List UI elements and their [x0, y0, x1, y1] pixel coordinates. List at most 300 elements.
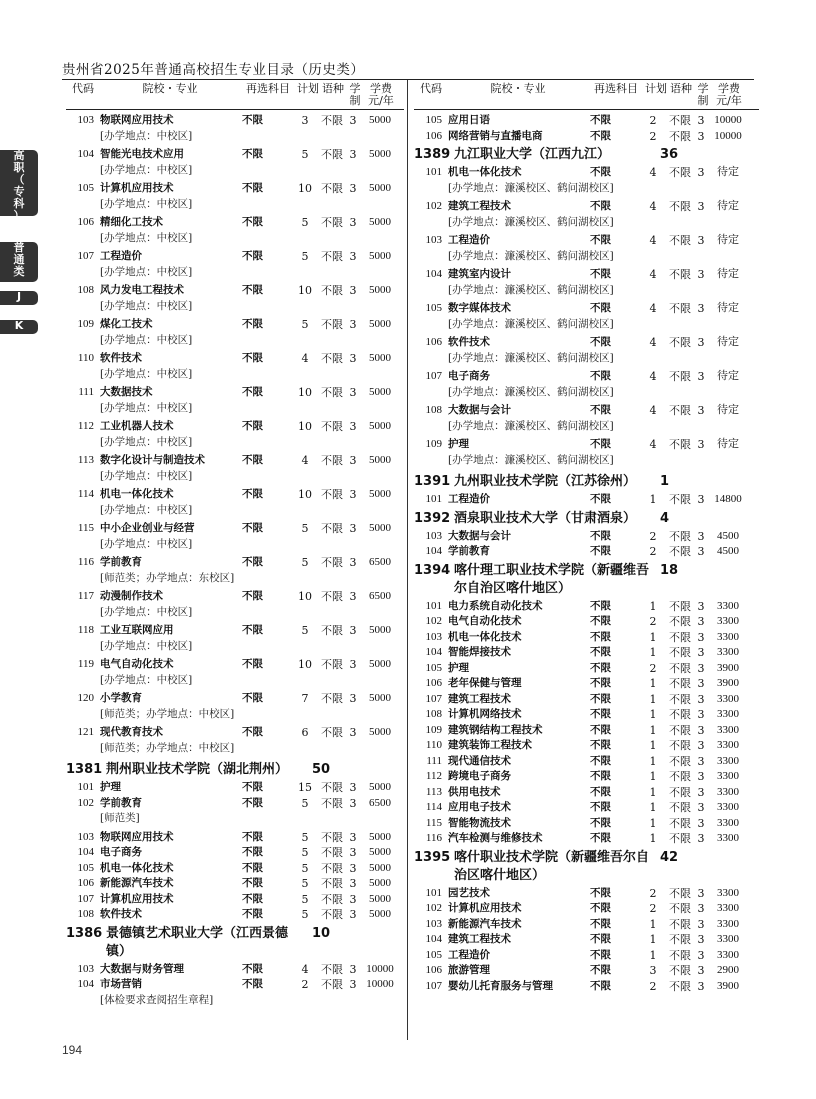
major-system-years: 3	[697, 902, 705, 915]
major-system-years: 3	[697, 646, 705, 659]
major-plan: 1	[649, 599, 657, 613]
major-plan: 4	[301, 962, 309, 976]
major-name: 智能光电技术应用	[100, 148, 184, 160]
major-system-years: 3	[697, 336, 705, 349]
major-plan: 10	[298, 182, 312, 195]
major-subject: 不限	[242, 908, 263, 920]
major-name: 网络营销与直播电商	[448, 129, 543, 142]
major-subject: 不限	[590, 529, 611, 542]
major-row	[66, 215, 404, 231]
major-code: 113	[77, 454, 94, 466]
school-total-plan: 18	[660, 562, 679, 578]
header-code: 代码	[72, 82, 94, 95]
major-language: 不限	[669, 948, 691, 962]
major-name: 旅游管理	[448, 964, 490, 976]
major-language: 不限	[321, 556, 343, 569]
major-language: 不限	[669, 438, 691, 451]
major-language: 不限	[669, 677, 691, 690]
major-code: 101	[77, 781, 94, 793]
major-system-years: 3	[697, 754, 705, 768]
major-code: 112	[77, 420, 94, 432]
major-row	[414, 901, 759, 917]
major-note: [办学地点：中校区]	[100, 605, 193, 618]
major-code: 102	[425, 200, 442, 212]
major-subject: 不限	[590, 754, 611, 767]
major-name: 电气自动化技术	[100, 658, 174, 670]
major-subject: 不限	[590, 708, 611, 720]
major-note: [办学地点：濂溪校区、鹤问湖校区]	[448, 283, 614, 296]
major-system-years: 3	[349, 556, 357, 569]
major-plan: 2	[301, 978, 309, 991]
major-code: 108	[425, 708, 442, 720]
major-name: 精细化工技术	[100, 216, 163, 228]
major-row	[66, 249, 404, 265]
major-system-years: 3	[349, 114, 357, 127]
major-system-years: 3	[697, 964, 705, 977]
header-fee: 学费 元/年	[368, 82, 394, 107]
major-code: 113	[425, 785, 442, 798]
major-fee: 14800	[714, 493, 742, 505]
major-language: 不限	[669, 370, 691, 383]
major-subject: 不限	[242, 114, 263, 126]
major-subject: 不限	[590, 166, 611, 178]
major-plan: 5	[301, 877, 309, 890]
major-subject: 不限	[242, 182, 263, 194]
school-total-plan: 42	[660, 849, 679, 865]
major-language: 不限	[669, 336, 691, 349]
major-code: 116	[77, 556, 94, 568]
major-fee: 5000	[369, 148, 391, 160]
school-row	[414, 146, 759, 164]
major-language: 不限	[321, 861, 343, 875]
major-row	[414, 707, 759, 723]
major-language: 不限	[321, 658, 343, 671]
major-code: 115	[425, 816, 442, 829]
major-name: 计算机网络技术	[448, 708, 522, 720]
major-language: 不限	[669, 917, 691, 931]
major-note: [办学地点：濂溪校区、鹤问湖校区]	[448, 385, 614, 398]
major-fee: 5000	[369, 877, 391, 889]
major-subject: 不限	[590, 948, 611, 961]
school-code: 1392	[414, 510, 451, 526]
header-subject: 再选科目	[594, 82, 638, 95]
major-language: 不限	[669, 708, 691, 721]
major-language: 不限	[321, 726, 343, 739]
major-subject: 不限	[590, 964, 611, 976]
major-subject: 不限	[590, 493, 611, 505]
major-system-years: 3	[697, 166, 705, 179]
major-language: 不限	[321, 908, 343, 921]
major-note: [办学地点：中校区]	[100, 503, 193, 516]
major-language: 不限	[669, 615, 691, 628]
major-plan: 6	[301, 726, 309, 739]
major-code: 117	[77, 590, 94, 602]
school-row	[414, 510, 759, 528]
major-system-years: 3	[349, 284, 357, 297]
major-subject: 不限	[590, 438, 611, 450]
major-code: 107	[77, 892, 94, 905]
school-total-plan: 4	[660, 510, 670, 526]
major-system-years: 3	[697, 816, 705, 830]
major-plan: 4	[649, 234, 657, 247]
major-code: 101	[425, 166, 442, 178]
major-row	[66, 453, 404, 469]
major-row	[66, 780, 404, 796]
major-language: 不限	[321, 488, 343, 501]
major-row	[66, 147, 404, 163]
major-fee: 3300	[717, 886, 739, 899]
major-name: 应用日语	[448, 114, 490, 126]
right-column	[414, 80, 759, 994]
side-tab-char: （	[13, 173, 25, 186]
major-system-years: 3	[349, 861, 357, 875]
major-system-years: 3	[349, 454, 357, 467]
major-language: 不限	[669, 268, 691, 281]
major-code: 103	[425, 529, 442, 542]
major-row	[414, 676, 759, 692]
major-code: 120	[77, 692, 94, 704]
major-code: 108	[77, 908, 94, 920]
major-name: 动漫制作技术	[100, 590, 163, 602]
major-code: 106	[425, 964, 442, 976]
major-plan: 1	[649, 708, 657, 721]
major-code: 106	[425, 677, 442, 689]
major-subject: 不限	[242, 692, 263, 704]
major-row	[414, 599, 759, 615]
major-system-years: 3	[697, 933, 705, 946]
major-fee: 5000	[369, 908, 391, 920]
right-column-header	[414, 80, 759, 110]
major-subject: 不限	[242, 522, 263, 534]
major-plan: 1	[649, 739, 657, 752]
side-tab-higher-vocational	[0, 149, 38, 222]
major-name: 数字媒体技术	[448, 302, 511, 314]
major-subject: 不限	[242, 830, 263, 843]
major-fee: 3900	[717, 661, 739, 674]
major-subject: 不限	[590, 336, 611, 348]
major-plan: 1	[649, 785, 657, 799]
major-row	[66, 487, 404, 503]
major-note: [办学地点：中校区]	[100, 231, 193, 244]
major-system-years: 3	[349, 978, 357, 991]
major-language: 不限	[669, 234, 691, 247]
major-name: 老年保健与管理	[448, 677, 522, 689]
major-name: 软件技术	[448, 336, 490, 348]
major-subject: 不限	[590, 886, 611, 899]
major-name: 中小企业创业与经营	[100, 522, 195, 534]
major-plan: 5	[301, 861, 309, 875]
major-row	[414, 129, 759, 145]
major-subject: 不限	[590, 599, 611, 612]
school-row	[414, 849, 759, 885]
major-subject: 不限	[590, 723, 611, 736]
major-fee: 待定	[717, 404, 739, 416]
major-row	[414, 769, 759, 785]
major-fee: 待定	[717, 234, 739, 246]
major-subject: 不限	[590, 979, 611, 992]
major-row	[414, 645, 759, 661]
major-subject: 不限	[590, 692, 611, 705]
major-language: 不限	[669, 739, 691, 752]
major-language: 不限	[669, 166, 691, 179]
major-plan: 5	[301, 318, 309, 331]
major-row	[414, 233, 759, 249]
major-plan: 2	[649, 615, 657, 628]
major-fee: 3300	[717, 646, 739, 658]
major-name: 机电一体化技术	[448, 166, 522, 178]
major-name: 供用电技术	[448, 785, 501, 798]
major-subject: 不限	[242, 386, 263, 398]
major-fee: 待定	[717, 336, 739, 348]
header-code: 代码	[420, 82, 442, 95]
major-name: 煤化工技术	[100, 318, 153, 330]
major-language: 不限	[321, 978, 343, 991]
major-name: 软件技术	[100, 908, 142, 920]
major-subject: 不限	[590, 615, 611, 627]
major-name: 新能源汽车技术	[100, 877, 174, 889]
major-plan: 5	[301, 908, 309, 921]
major-row	[414, 403, 759, 419]
major-code: 110	[425, 739, 442, 751]
major-name: 大数据与会计	[448, 529, 511, 542]
major-fee: 5000	[369, 861, 391, 874]
school-code: 1391	[414, 474, 451, 489]
school-code: 1394	[414, 562, 451, 578]
major-code: 104	[425, 646, 442, 658]
major-subject: 不限	[242, 861, 263, 874]
major-system-years: 3	[349, 692, 357, 705]
major-fee: 10000	[714, 129, 742, 142]
major-system-years: 3	[697, 708, 705, 721]
major-system-years: 3	[349, 352, 357, 365]
major-plan: 10	[298, 284, 312, 297]
school-code: 1386	[66, 925, 103, 941]
major-plan: 2	[649, 979, 657, 993]
major-subject: 不限	[242, 284, 263, 296]
major-language: 不限	[669, 754, 691, 768]
major-row	[414, 113, 759, 129]
major-note: [办学地点：中校区]	[100, 673, 193, 686]
major-language: 不限	[321, 590, 343, 603]
major-code: 103	[77, 114, 94, 126]
major-code: 104	[77, 978, 94, 990]
major-subject: 不限	[590, 404, 611, 416]
major-row	[66, 555, 404, 571]
major-subject: 不限	[590, 370, 611, 382]
major-system-years: 3	[349, 250, 357, 263]
major-fee: 待定	[717, 438, 739, 450]
major-system-years: 3	[697, 404, 705, 417]
major-subject: 不限	[590, 234, 611, 246]
major-fee: 4500	[717, 545, 739, 557]
major-plan: 10	[298, 590, 312, 603]
major-fee: 3300	[717, 933, 739, 945]
major-note: [办学地点：中校区]	[100, 163, 193, 176]
major-name: 工程造价	[448, 948, 490, 961]
left-column-rows	[66, 113, 404, 1011]
major-row	[66, 351, 404, 367]
major-system-years: 3	[697, 801, 705, 814]
major-system-years: 3	[697, 370, 705, 383]
major-language: 不限	[321, 352, 343, 365]
major-code: 106	[77, 877, 94, 889]
major-system-years: 3	[697, 268, 705, 281]
major-plan: 1	[649, 816, 657, 830]
major-system-years: 3	[697, 234, 705, 247]
major-row	[414, 301, 759, 317]
major-row	[66, 181, 404, 197]
side-tab-j	[0, 291, 38, 305]
major-row	[414, 492, 759, 508]
major-note: [办学地点：中校区]	[100, 639, 193, 652]
major-language: 不限	[321, 781, 343, 794]
major-plan: 1	[649, 723, 657, 737]
major-fee: 5000	[369, 352, 391, 364]
major-code: 115	[77, 522, 94, 534]
major-fee: 3300	[717, 739, 739, 751]
major-row	[66, 317, 404, 333]
major-fee: 3300	[717, 785, 739, 798]
major-note: [体检要求查阅招生章程]	[100, 993, 214, 1006]
major-name: 跨境电子商务	[448, 770, 511, 782]
side-tab-char: 通	[13, 253, 25, 266]
school-total-plan: 36	[660, 147, 679, 162]
major-fee: 5000	[369, 250, 391, 262]
major-code: 103	[425, 917, 442, 930]
major-fee: 6500	[369, 556, 391, 568]
major-fee: 2900	[717, 964, 739, 976]
major-plan: 1	[649, 677, 657, 690]
major-system-years: 3	[349, 148, 357, 161]
major-row	[414, 723, 759, 739]
major-row	[66, 725, 404, 741]
major-note: [办学地点：中校区]	[100, 265, 193, 278]
major-language: 不限	[669, 129, 691, 143]
major-language: 不限	[321, 454, 343, 467]
major-plan: 1	[649, 754, 657, 768]
major-fee: 5000	[369, 216, 391, 228]
major-note: [师范类；办学地点：中校区]	[100, 707, 235, 720]
major-name: 软件技术	[100, 352, 142, 364]
header-fee: 学费 元/年	[716, 82, 742, 107]
major-fee: 5000	[369, 386, 391, 398]
major-language: 不限	[669, 114, 691, 127]
major-code: 104	[425, 268, 442, 280]
major-code: 103	[425, 630, 442, 643]
major-code: 108	[77, 284, 94, 296]
header-subject: 再选科目	[246, 82, 290, 95]
major-subject: 不限	[242, 352, 263, 364]
major-name: 建筑工程技术	[448, 933, 511, 945]
major-system-years: 3	[349, 624, 357, 637]
major-name: 计算机应用技术	[448, 902, 522, 914]
major-fee: 5000	[369, 658, 391, 670]
major-subject: 不限	[590, 739, 611, 751]
major-name: 电子商务	[100, 846, 142, 858]
major-name: 大数据与财务管理	[100, 962, 184, 975]
major-plan: 4	[649, 370, 657, 383]
major-system-years: 3	[349, 781, 357, 794]
major-system-years: 3	[349, 590, 357, 603]
major-note: [办学地点：中校区]	[100, 537, 193, 550]
major-plan: 1	[649, 948, 657, 962]
side-tab-char: 普	[13, 241, 25, 254]
school-total-plan: 50	[312, 762, 331, 777]
major-name: 学前教育	[100, 556, 142, 568]
major-name: 园艺技术	[448, 886, 490, 899]
school-name: 酒泉职业技术大学（甘肃酒泉）	[454, 510, 637, 526]
page-header-title: 贵州省2025年普通高校招生专业目录（历史类）	[62, 62, 365, 78]
major-row	[66, 385, 404, 401]
major-row	[414, 335, 759, 351]
row-gap	[414, 468, 759, 471]
major-fee: 5000	[369, 624, 391, 636]
major-plan: 1	[649, 770, 657, 783]
major-row	[66, 796, 404, 812]
major-language: 不限	[321, 284, 343, 297]
major-fee: 3300	[717, 816, 739, 829]
major-row	[414, 614, 759, 630]
major-subject: 不限	[242, 216, 263, 228]
major-row	[66, 589, 404, 605]
major-plan: 5	[301, 216, 309, 229]
school-name: 荆州职业技术学院（湖北荆州）	[106, 762, 289, 777]
major-name: 计算机应用技术	[100, 892, 174, 905]
major-fee: 5000	[369, 420, 391, 432]
major-subject: 不限	[590, 268, 611, 280]
major-fee: 5000	[369, 692, 391, 704]
major-row	[414, 816, 759, 832]
major-row	[414, 932, 759, 948]
school-total-plan: 10	[312, 925, 331, 941]
major-code: 104	[77, 148, 94, 160]
major-system-years: 3	[697, 770, 705, 783]
major-system-years: 3	[697, 661, 705, 675]
major-language: 不限	[321, 114, 343, 127]
major-language: 不限	[321, 318, 343, 331]
major-name: 数字化设计与制造技术	[100, 454, 205, 466]
major-note: [办学地点：濂溪校区、鹤问湖校区]	[448, 215, 614, 228]
major-name: 机电一体化技术	[448, 630, 522, 643]
major-plan: 2	[649, 114, 657, 127]
major-fee: 6500	[369, 590, 391, 602]
major-name: 智能物流技术	[448, 816, 511, 829]
major-row	[414, 754, 759, 770]
side-tab-char: 类	[13, 265, 25, 278]
major-code: 102	[425, 902, 442, 914]
major-subject: 不限	[590, 545, 611, 557]
major-fee: 待定	[717, 166, 739, 178]
school-code: 1395	[414, 849, 451, 865]
page-number: 194	[62, 1043, 83, 1057]
major-system-years: 3	[697, 692, 705, 706]
major-row	[414, 886, 759, 902]
major-note: [办学地点：中校区]	[100, 401, 193, 414]
major-system-years: 3	[349, 318, 357, 331]
school-name: 九州职业技术学院（江苏徐州）	[454, 474, 637, 489]
major-name: 学前教育	[448, 545, 490, 557]
major-name: 工程造价	[100, 250, 142, 262]
school-row	[414, 473, 759, 491]
major-note: [办学地点：濂溪校区、鹤问湖校区]	[448, 419, 614, 432]
major-fee: 5000	[369, 114, 391, 126]
major-row	[66, 657, 404, 673]
major-row	[66, 962, 404, 978]
school-row	[66, 925, 404, 961]
major-subject: 不限	[590, 114, 611, 126]
major-subject: 不限	[590, 902, 611, 914]
major-subject: 不限	[242, 318, 263, 330]
